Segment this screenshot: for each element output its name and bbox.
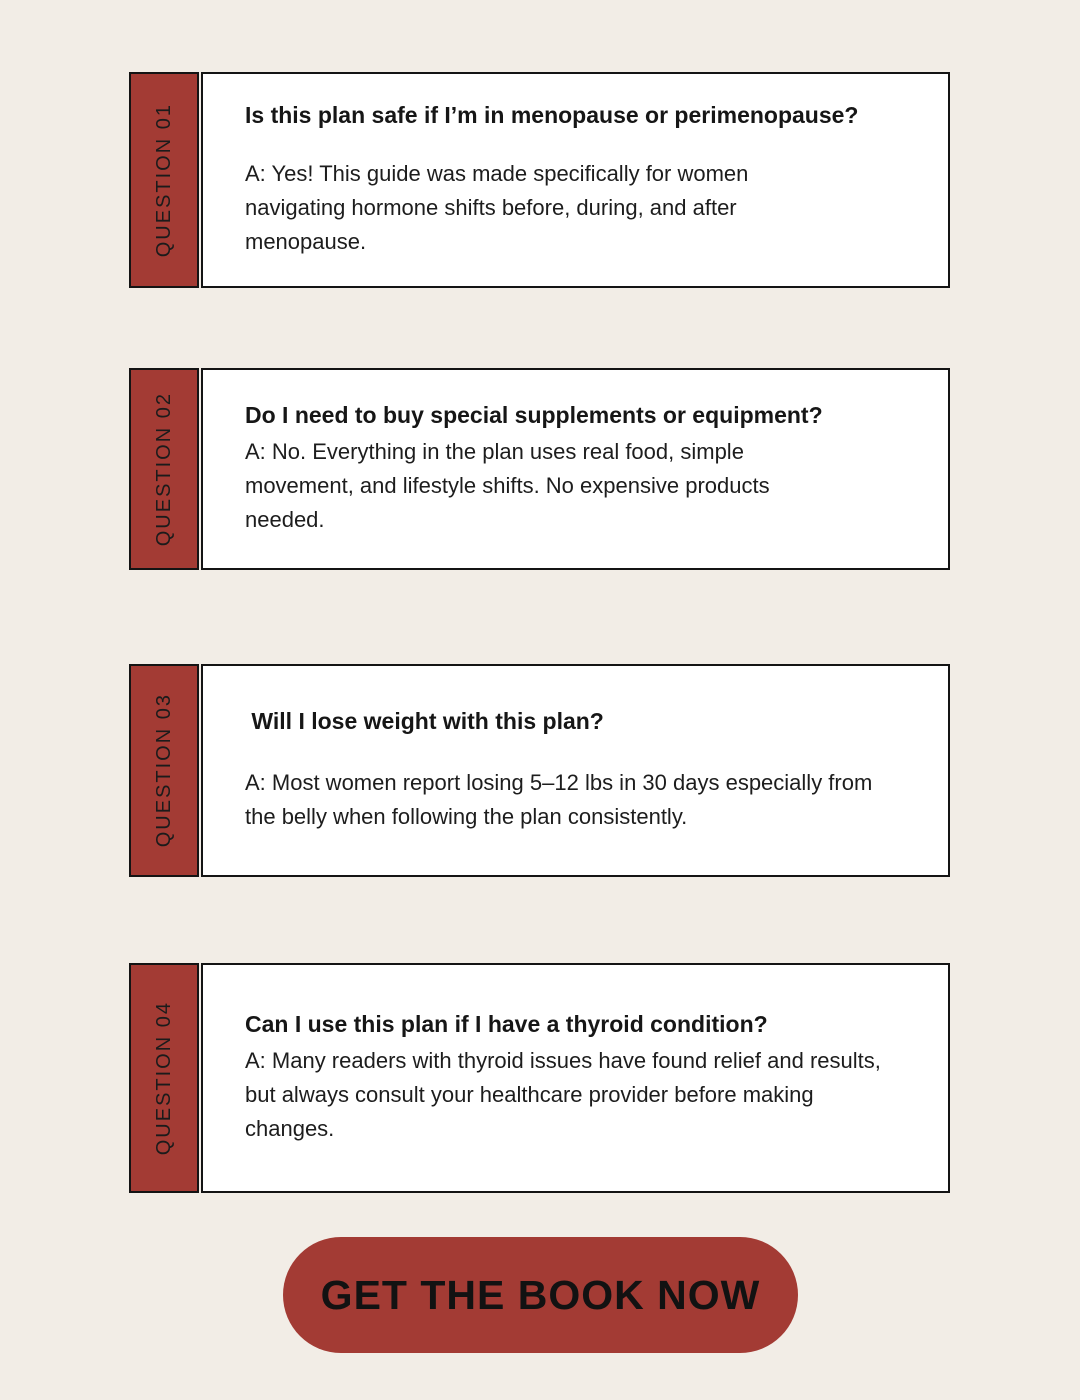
faq-card-question-03 bbox=[129, 664, 950, 877]
question-01-text: Is this plan safe if I’m in menopause or perimenopause? bbox=[245, 101, 859, 128]
question-01-tab-label: QUESTION 01 bbox=[152, 102, 175, 258]
faq-card-question-04 bbox=[129, 963, 950, 1193]
question-04-text: Can I use this plan if I have a thyroid condition? bbox=[245, 1010, 768, 1037]
question-04-tab-label: QUESTION 04 bbox=[152, 1000, 175, 1156]
get-the-book-now-button[interactable] bbox=[283, 1237, 798, 1353]
question-03-panel bbox=[201, 664, 950, 877]
question-03-red-tab bbox=[129, 664, 199, 877]
answer-02-text: A: No. Everything in the plan uses real food, simple movement, and lifestyle shifts. No expensive products needed. bbox=[245, 439, 770, 533]
faq-card-question-02 bbox=[129, 368, 950, 570]
answer-01-text: A: Yes! This guide was made specifically for women navigating hormone shifts before, during, and after menopause. bbox=[245, 161, 749, 255]
answer-04-text: A: Many readers with thyroid issues have found relief and results, but always consult your healthcare provider before making changes. bbox=[245, 1048, 881, 1142]
faq-card-question-01 bbox=[129, 72, 950, 288]
question-02-panel bbox=[201, 368, 950, 570]
question-02-red-tab bbox=[129, 368, 199, 570]
question-04-red-tab bbox=[129, 963, 199, 1193]
question-02-tab-label: QUESTION 02 bbox=[152, 391, 175, 547]
question-04-panel bbox=[201, 963, 950, 1193]
get-the-book-now-label: GET THE BOOK NOW bbox=[320, 1271, 761, 1318]
question-03-text: Will I lose weight with this plan? bbox=[245, 708, 604, 735]
answer-03-text: A: Most women report losing 5–12 lbs in 30 days especially from the belly when following the plan consistently. bbox=[245, 769, 873, 829]
question-02-text: Do I need to buy special supplements or equipment? bbox=[245, 401, 823, 428]
question-01-red-tab bbox=[129, 72, 199, 288]
question-01-panel bbox=[201, 72, 950, 288]
question-03-tab-label: QUESTION 03 bbox=[152, 693, 175, 848]
